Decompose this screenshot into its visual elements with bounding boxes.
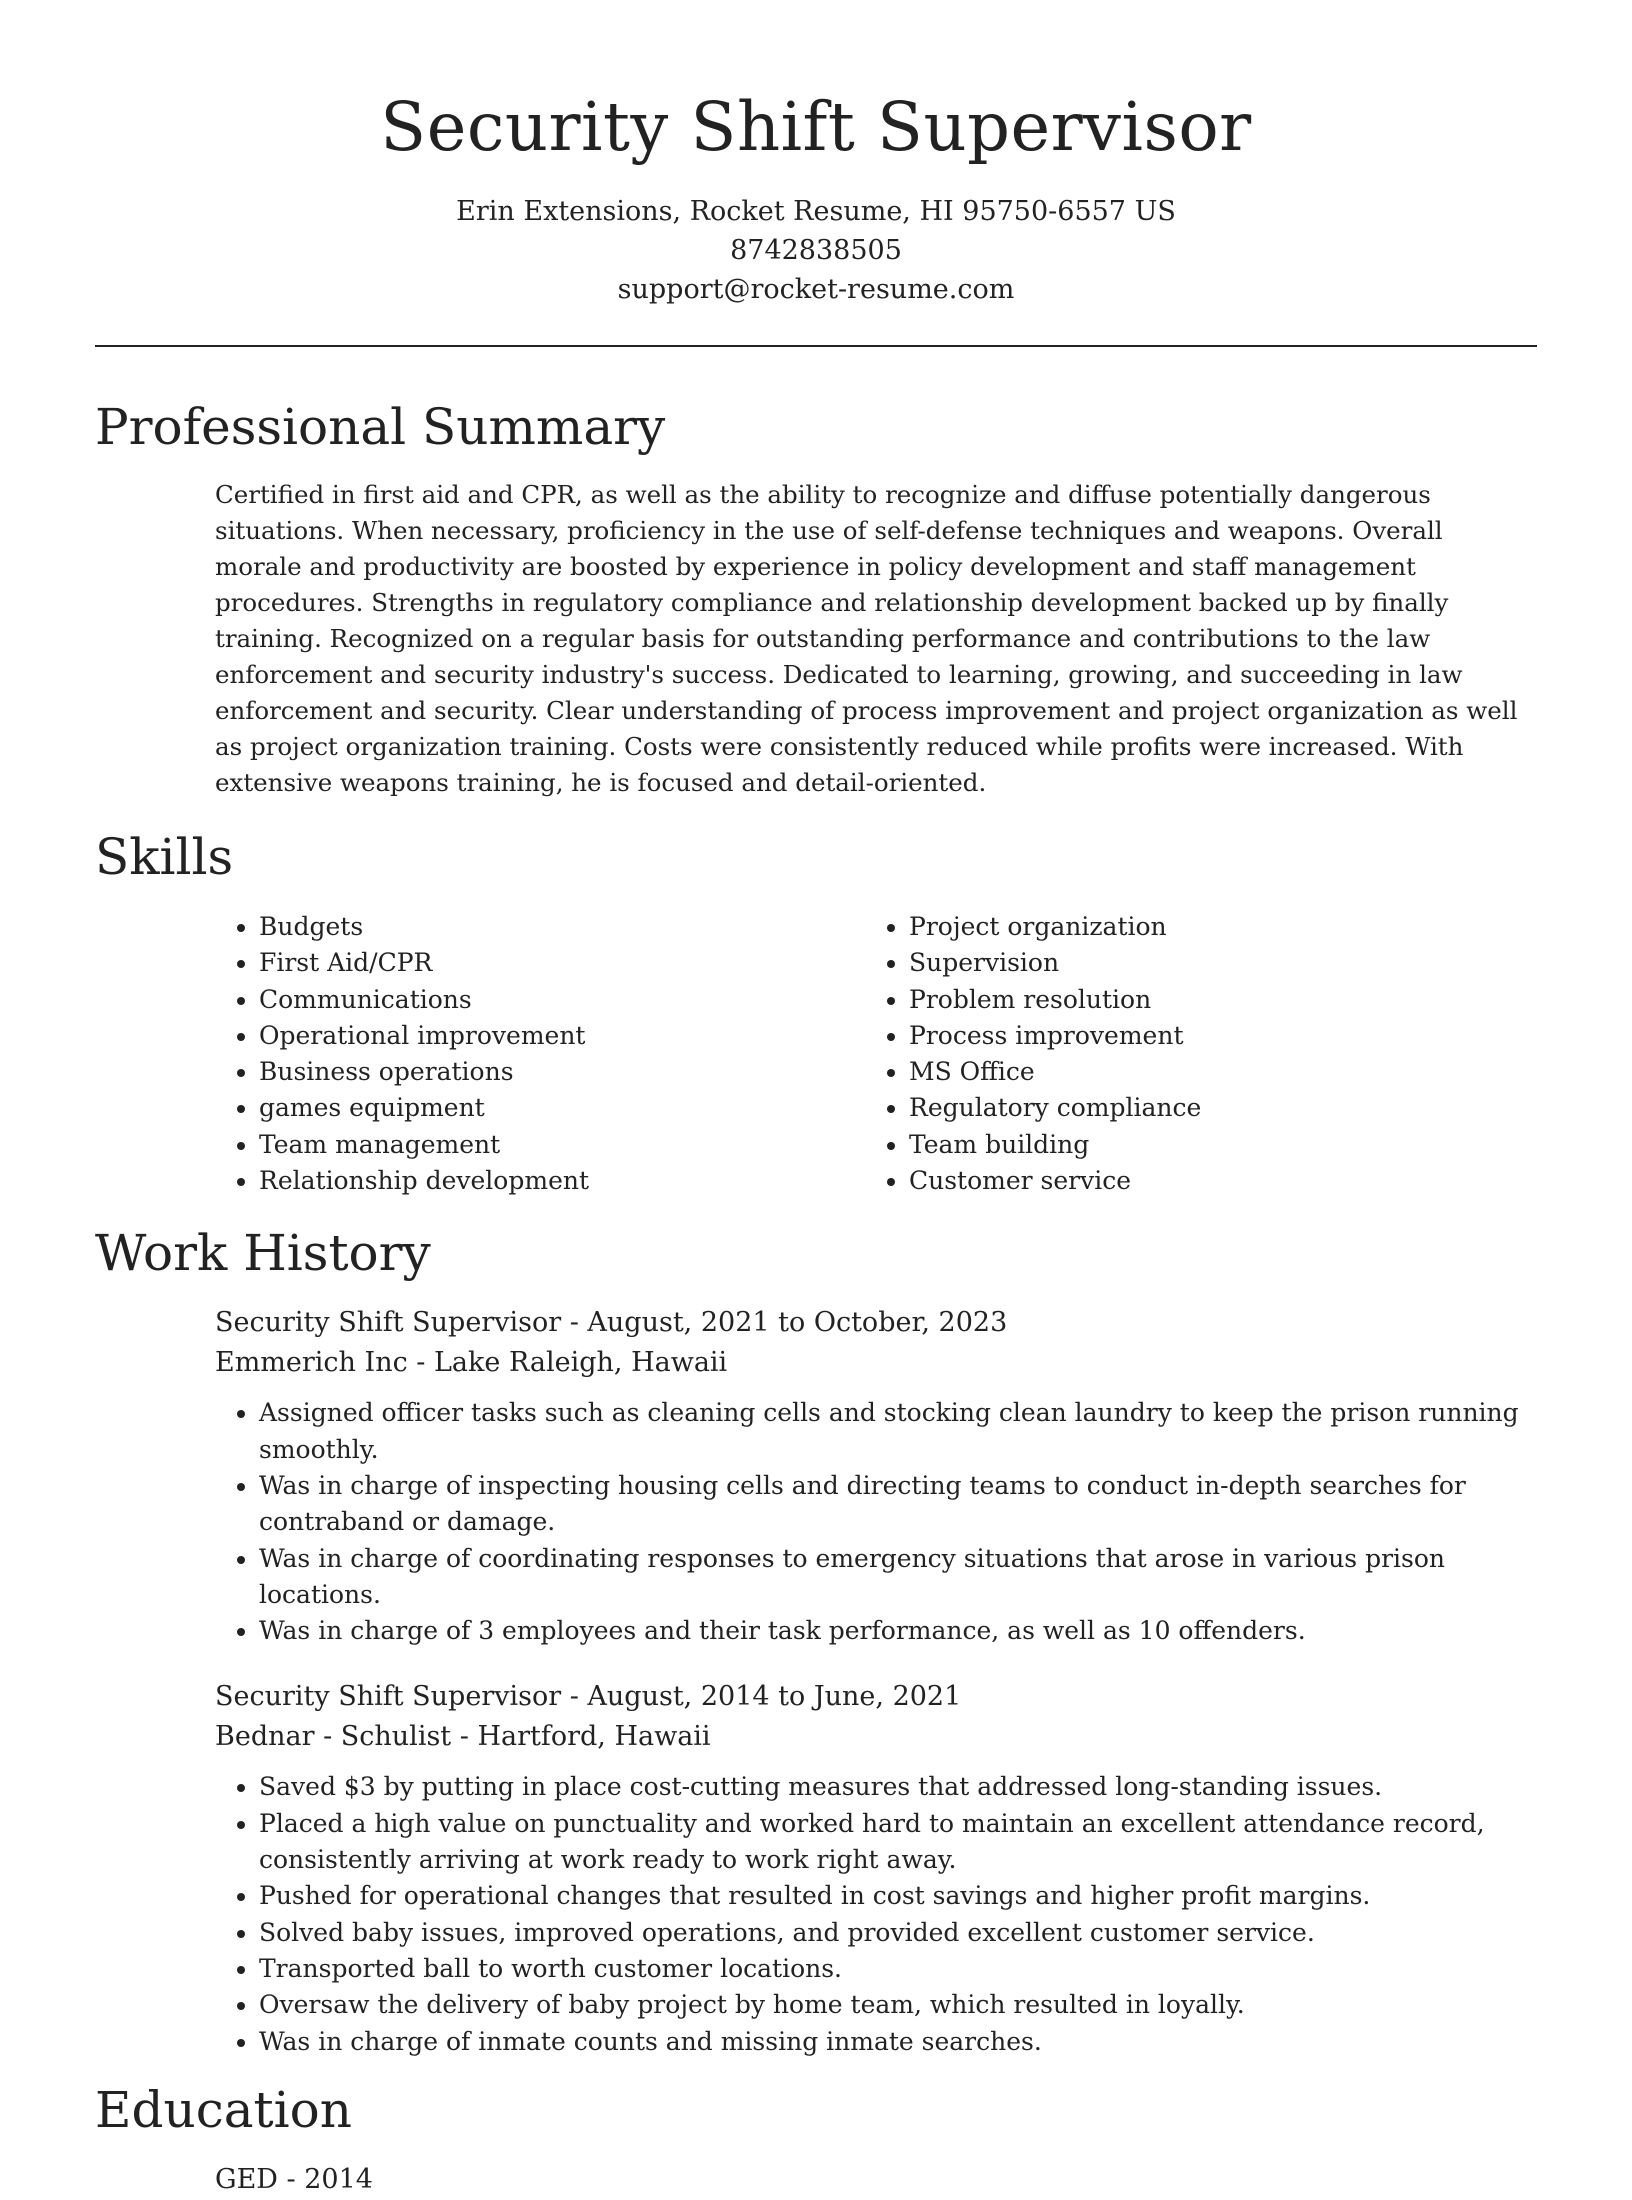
- job-duty-item: • Oversaw the delivery of baby project by home team, which resulted in loyally.: [259, 1987, 1537, 2023]
- job-duty-item: • Was in charge of 3 employees and their task performance, as well as 10 offenders.: [259, 1613, 1537, 1649]
- job-entry: [215, 1303, 1537, 1649]
- job-duties: [215, 1769, 1537, 2059]
- header-divider: [95, 345, 1537, 347]
- skill-item: • Team building: [909, 1127, 1515, 1163]
- contact-info: [95, 192, 1537, 309]
- job-duty-item: • Was in charge of coordinating responses to emergency situations that arose in various prison locations.: [259, 1541, 1537, 1614]
- skill-item: • Customer service: [909, 1163, 1515, 1199]
- skill-item: • Problem resolution: [909, 982, 1515, 1018]
- skills-heading: Skills: [95, 828, 234, 886]
- summary-text: Certified in first aid and CPR, as well as the ability to recognize and diffuse potentially dangerous situations. When necessary, proficiency in the use of self-defense techniques and weapons. Overall morale and productivity are boosted by experience in policy development and staff management procedures. Strengths in regulatory compliance and relationship development backed up by finally training. Recognized on a regular basis for outstanding performance and contributions to the law enforcement and security industry's success. Dedicated to learning, growing, and succeeding in law enforcement and security. Clear understanding of process improvement and project organization as well as project organization training. Costs were consistently reduced while profits were increased. With extensive weapons training, he is focused and detail-oriented.: [215, 480, 1518, 797]
- resume-header: [95, 0, 1537, 309]
- skills-list: [215, 909, 1537, 1199]
- skill-item: • MS Office: [909, 1054, 1515, 1090]
- job-duty-item: • Assigned officer tasks such as cleaning cells and stocking clean laundry to keep the prison running smoothly.: [259, 1395, 1537, 1468]
- job-duty-item: • Was in charge of inspecting housing cells and directing teams to conduct in-depth searches for contraband or damage.: [259, 1468, 1537, 1541]
- resume-title: Security Shift Supervisor: [380, 88, 1252, 166]
- job-company-location: Emmerich Inc - Lake Raleigh, Hawaii: [215, 1347, 728, 1379]
- skill-item: • Budgets: [259, 909, 865, 945]
- skill-item: • Relationship development: [259, 1163, 865, 1199]
- job-title-dates: Security Shift Supervisor - August, 2014 to June, 2021: [215, 1681, 962, 1713]
- skill-item: • Supervision: [909, 945, 1515, 981]
- skill-item: • Regulatory compliance: [909, 1090, 1515, 1126]
- job-duty-item: • Solved baby issues, improved operations, and provided excellent customer service.: [259, 1915, 1537, 1951]
- education-entry: GED - 2014: [215, 2163, 373, 2195]
- summary-heading: Professional Summary: [95, 398, 666, 456]
- skills-column-left: [215, 909, 865, 1199]
- skills-column-right: [865, 909, 1515, 1199]
- job-company-location: Bednar - Schulist - Hartford, Hawaii: [215, 1721, 711, 1753]
- skill-item: • Communications: [259, 982, 865, 1018]
- job-duty-item: • Saved $3 by putting in place cost-cutting measures that addressed long-standing issues.: [259, 1769, 1537, 1805]
- contact-email: support@rocket-resume.com: [617, 274, 1015, 305]
- job-title-dates: Security Shift Supervisor - August, 2021 to October, 2023: [215, 1307, 1008, 1339]
- job-duty-item: • Placed a high value on punctuality and worked hard to maintain an excellent attendance record, consistently arriving at work ready to work right away.: [259, 1806, 1537, 1879]
- skill-item: • Project organization: [909, 909, 1515, 945]
- job-duties: [215, 1395, 1537, 1649]
- contact-phone: 8742838505: [730, 235, 902, 266]
- skill-item: • Business operations: [259, 1054, 865, 1090]
- skill-item: • First Aid/CPR: [259, 945, 865, 981]
- job-entry: [215, 1677, 1537, 2059]
- job-duty-item: • Transported ball to worth customer locations.: [259, 1951, 1537, 1987]
- job-duty-item: • Was in charge of inmate counts and missing inmate searches.: [259, 2024, 1537, 2060]
- skill-item: • Operational improvement: [259, 1018, 865, 1054]
- job-duty-item: • Pushed for operational changes that resulted in cost savings and higher profit margins.: [259, 1878, 1537, 1914]
- skill-item: • Process improvement: [909, 1018, 1515, 1054]
- skill-item: • Team management: [259, 1127, 865, 1163]
- contact-address: Erin Extensions, Rocket Resume, HI 95750-6557 US: [456, 196, 1176, 227]
- work-history-heading: Work History: [95, 1224, 431, 1283]
- education-heading: Education: [95, 2080, 352, 2139]
- skill-item: • games equipment: [259, 1090, 865, 1126]
